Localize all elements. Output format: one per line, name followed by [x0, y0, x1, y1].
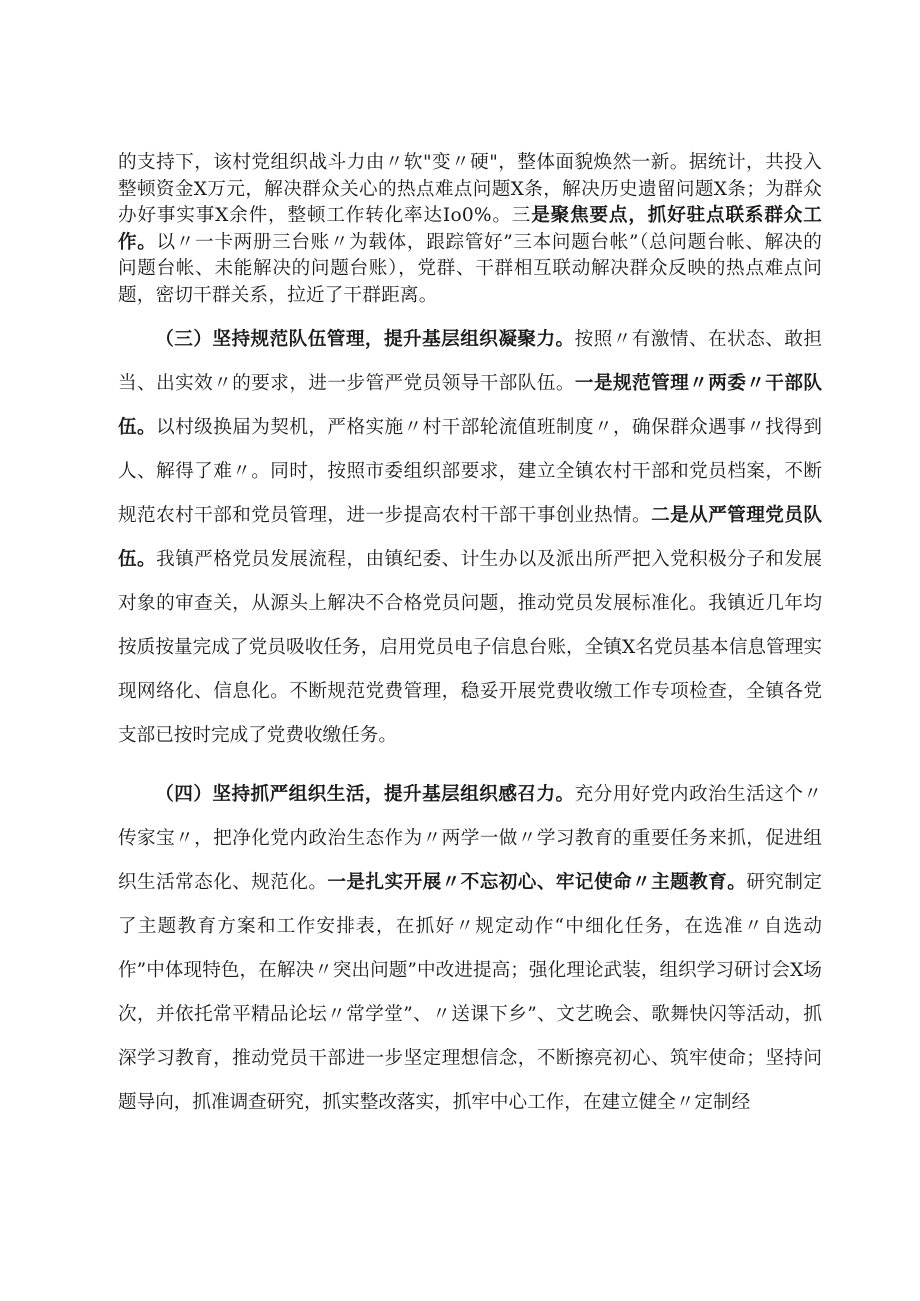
paragraph-text: 我镇严格党员发展流程，由镇纪委、计生办以及派出所严把入党积极分子和发展对象的审查关，从源头上解决不合格党员问题，推动党员发展标准化。我镇近几年均按质按量完成了党员吸收任务，启用党员电子信息台账，全镇X名党员基本信息管理实现网络化、信息化。不断规范党费管理，稳妥开展党费收缴工作专项检查，全镇各党支部已按时完成了党费收缴任务。 — [118, 549, 822, 746]
section-heading: （三）坚持规范队伍管理，提升基层组织凝聚力。 — [155, 329, 575, 350]
section-heading: （四）坚持抓严组织生活，提升基层组织感召力。 — [155, 784, 575, 805]
bold-heading: 一是扎实开展〃不忘初心、牢记使命〃主题教育。 — [327, 872, 747, 893]
paragraph-text: 的支持下，该村党组织战斗力由〃软"变〃硬"，整体面貌焕然一新。据统计，共投入整顿资金X万元，解决群众关心的热点难点问题X条，解决历史遗留问题X条；为群众办好事实事X余件，整顿工作转化率达Io0%。三 — [118, 152, 822, 226]
paragraph-text: 以〃一卡两册三台账〃为载体，跟踪管好”三本问题台帐”（总问题台帐、解决的问题台帐、未能解决的问题台账），党群、干群相互联动解决群众反映的热点难点问题，密切干群关系，拉近了干群距离。 — [118, 231, 822, 306]
paragraph-section-4 — [118, 773, 822, 1125]
paragraph-section-3 — [118, 318, 822, 758]
bold-heading: 二是从严管理党员队伍。 — [118, 505, 822, 570]
paragraph-text: 研究制定了主题教育方案和工作安排表，在抓好〃规定动作“中细化任务，在选准〃自选动作”中体现特色，在解决〃突出问题”中改进提高；强化理论武装，组织学习研讨会X场次，并依托常平精品论坛〃常学堂”、〃送课下乡”、文艺晚会、歌舞快闪等活动，抓深学习教育，推动党员干部进一步坚定理想信念，不断擦亮初心、筑牢使命；坚持问题导向，抓准调查研究，抓实整改落实，抓牢中心工作，在建立健全〃定制经 — [118, 872, 822, 1113]
paragraph-continued — [118, 150, 822, 309]
bold-heading: 是聚焦要点，抓好驻点联系群众工作。 — [118, 205, 822, 253]
paragraph-text: 以村级换届为契机，严格实施〃村干部轮流值班制度〃，确保群众遇事〃找得到人、解得了难〃。同时，按照市委组织部要求，建立全镇农村干部和党员档案，不断规范农村干部和党员管理，进一步提高农村干部干事创业热情。 — [118, 417, 822, 526]
paragraph-text: 充分用好党内政治生活这个〃传家宝〃，把净化党内政治生态作为〃两学一做〃学习教育的重要任务来抓，促进组织生活常态化、规范化。 — [118, 784, 822, 893]
paragraph-text: 按照〃有激情、在状态、敢担当、出实效〃的要求，进一步管严党员领导干部队伍。 — [118, 329, 822, 394]
bold-heading: 一是规范管理〃两委〃干部队伍。 — [118, 373, 822, 438]
